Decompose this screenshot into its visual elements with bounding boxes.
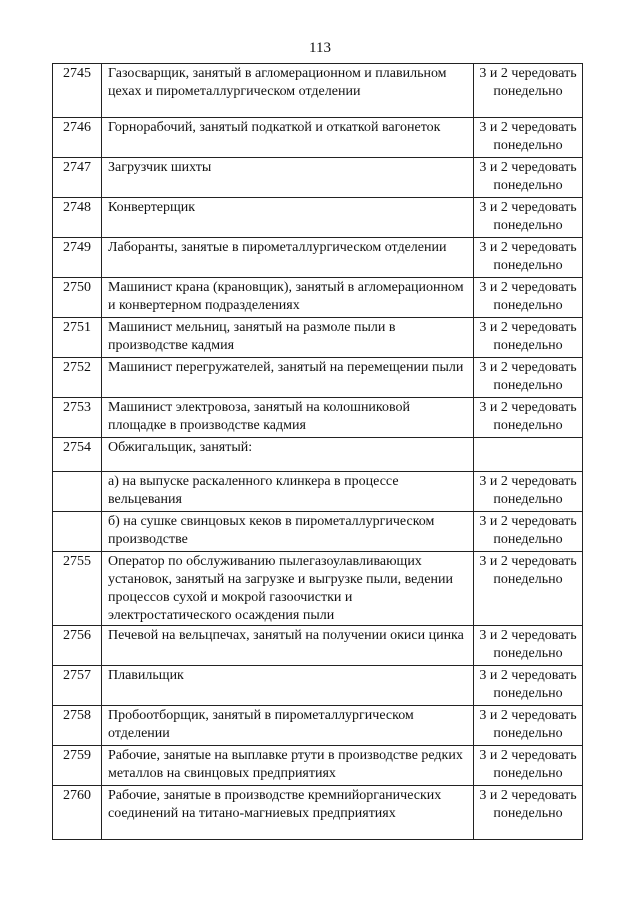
table-row	[53, 512, 583, 552]
row-number: 2749	[53, 238, 102, 278]
row-number: 2754	[53, 438, 102, 472]
row-number: 2748	[53, 198, 102, 238]
table-row	[53, 318, 583, 358]
profession-name: Горнорабочий, занятый подкаткой и откаткой вагонеток	[102, 118, 474, 158]
row-number: 2751	[53, 318, 102, 358]
page-number: 113	[309, 40, 331, 56]
norm-value: 3 и 2 чередовать понедельно	[474, 472, 583, 512]
table-row	[53, 158, 583, 198]
profession-name: б) на сушке свинцовых кеков в пирометаллургическом производстве	[102, 512, 474, 552]
row-number: 2755	[53, 552, 102, 626]
row-number: 2752	[53, 358, 102, 398]
norm-value: 3 и 2 чередовать понедельно	[474, 358, 583, 398]
norm-value: 3 и 2 чередовать понедельно	[474, 318, 583, 358]
row-number: 2758	[53, 706, 102, 746]
table-row	[53, 358, 583, 398]
profession-name: Рабочие, занятые в производстве кремнийорганических соединений на титано-магниевых предприятиях	[102, 786, 474, 840]
table-row	[53, 238, 583, 278]
norm-value: 3 и 2 чередовать понедельно	[474, 238, 583, 278]
table-row	[53, 626, 583, 666]
table-row	[53, 786, 583, 840]
table-row	[53, 746, 583, 786]
norm-value: 3 и 2 чередовать понедельно	[474, 746, 583, 786]
profession-name: Пробоотборщик, занятый в пирометаллургическом отделении	[102, 706, 474, 746]
norm-value: 3 и 2 чередовать понедельно	[474, 666, 583, 706]
row-number: 2746	[53, 118, 102, 158]
profession-name: Машинист электровоза, занятый на колошниковой площадке в производстве кадмия	[102, 398, 474, 438]
profession-name: Обжигальщик, занятый:	[102, 438, 474, 472]
norm-value: 3 и 2 чередовать понедельно	[474, 512, 583, 552]
row-number: 2757	[53, 666, 102, 706]
profession-name: Машинист крана (крановщик), занятый в агломерационном и конвертерном подразделениях	[102, 278, 474, 318]
norm-value: 3 и 2 чередовать понедельно	[474, 158, 583, 198]
profession-name: Оператор по обслуживанию пылегазоулавливающих установок, занятый на загрузке и выгрузке пыли, ведении процессов сухой и мокрой газоочистки и электростатического осаждения пыли	[102, 552, 474, 626]
table-row	[53, 472, 583, 512]
table-row	[53, 198, 583, 238]
profession-name: Печевой на вельцпечах, занятый на получении окиси цинка	[102, 626, 474, 666]
profession-name: Конвертерщик	[102, 198, 474, 238]
row-number: 2756	[53, 626, 102, 666]
norm-value: 3 и 2 чередовать понедельно	[474, 64, 583, 118]
profession-name: Лаборанты, занятые в пирометаллургическом отделении	[102, 238, 474, 278]
profession-name: а) на выпуске раскаленного клинкера в процессе вельцевания	[102, 472, 474, 512]
profession-name: Рабочие, занятые на выплавке ртути в производстве редких металлов на свинцовых предприятиях	[102, 746, 474, 786]
table-row	[53, 438, 583, 472]
profession-name: Машинист перегружателей, занятый на перемещении пыли	[102, 358, 474, 398]
profession-name: Плавильщик	[102, 666, 474, 706]
table-row	[53, 278, 583, 318]
row-number: 2753	[53, 398, 102, 438]
table-row	[53, 398, 583, 438]
professions-table	[52, 63, 583, 840]
table-row	[53, 552, 583, 626]
profession-name: Машинист мельниц, занятый на размоле пыли в производстве кадмия	[102, 318, 474, 358]
norm-value	[474, 438, 583, 472]
norm-value: 3 и 2 чередовать понедельно	[474, 198, 583, 238]
table-row	[53, 64, 583, 118]
norm-value: 3 и 2 чередовать понедельно	[474, 706, 583, 746]
row-number: 2745	[53, 64, 102, 118]
norm-value: 3 и 2 чередовать понедельно	[474, 398, 583, 438]
table-row	[53, 118, 583, 158]
norm-value: 3 и 2 чередовать понедельно	[474, 786, 583, 840]
row-number: 2759	[53, 746, 102, 786]
row-number: 2750	[53, 278, 102, 318]
norm-value: 3 и 2 чередовать понедельно	[474, 278, 583, 318]
table-row	[53, 706, 583, 746]
row-number	[53, 512, 102, 552]
row-number: 2760	[53, 786, 102, 840]
row-number: 2747	[53, 158, 102, 198]
row-number	[53, 472, 102, 512]
norm-value: 3 и 2 чередовать понедельно	[474, 118, 583, 158]
profession-name: Газосварщик, занятый в агломерационном и плавильном цехах и пирометаллургическом отделении	[102, 64, 474, 118]
table-row	[53, 666, 583, 706]
profession-name: Загрузчик шихты	[102, 158, 474, 198]
norm-value: 3 и 2 чередовать понедельно	[474, 552, 583, 626]
norm-value: 3 и 2 чередовать понедельно	[474, 626, 583, 666]
